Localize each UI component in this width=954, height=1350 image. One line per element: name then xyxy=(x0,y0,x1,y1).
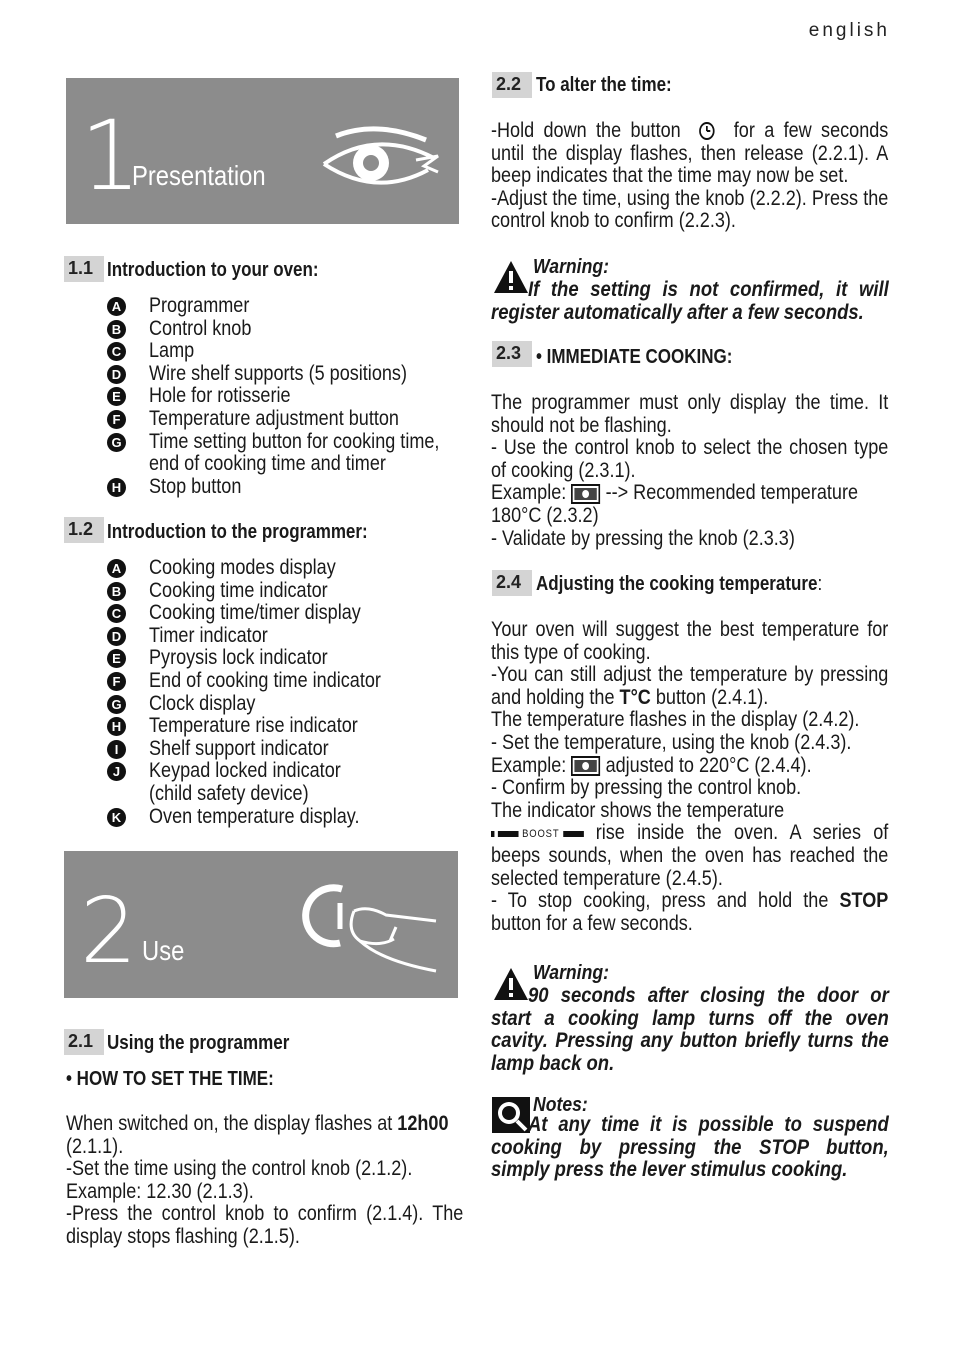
section-number: 1.2 xyxy=(64,517,104,543)
paragraph: The programmer must only display the time. It should not be flashing. - Use the control knob to select the chosen type of cooking (2.3.1). Example: --> Recommended temperature 180°C (2.3.2) - Validate by pressing the knob (2.3.3) xyxy=(491,391,889,550)
letter-badge: I xyxy=(107,740,126,759)
letter-badge: D xyxy=(107,365,126,384)
banner-number: 2 xyxy=(80,879,138,984)
letter-badge: K xyxy=(107,808,126,827)
paragraph: Your oven will suggest the best temperature for this type of cooking. -You can still adjust the temperature by pressing and holding the T°C button (2.4.1). The temperature flashes in the display (2.4.2). - Set the temperature, using the knob (2.4.3). Example: adjusted to 220°C (2.4.4). - Confirm by pressing the control knob. The indicator shows the temperature BOOST rise inside the oven. A series of beeps sounds, when the oven has reached the selected temperature (2.4.5). - To stop cooking, press and hold the STOP button for a few seconds. xyxy=(491,618,889,935)
letter-badge: F xyxy=(107,672,126,691)
list-item: C Lamp xyxy=(107,340,467,363)
letter-badge: B xyxy=(107,320,126,339)
list-item: G Clock display xyxy=(107,693,467,716)
banner-title: Use xyxy=(142,935,185,966)
section-number: 2.4 xyxy=(492,570,532,596)
letter-badge: G xyxy=(107,695,126,714)
language-label: english xyxy=(808,20,890,41)
letter-badge: C xyxy=(107,604,126,623)
section-title: Introduction to the programmer: xyxy=(107,521,368,543)
warning-text: 90 seconds after closing the door or start a cooking lamp turns off the oven cavity. Pressing any button briefly turns the lamp back on. xyxy=(491,984,889,1075)
oven-parts-list xyxy=(107,295,467,498)
list-item: F End of cooking time indicator xyxy=(107,670,467,693)
section-number: 1.1 xyxy=(64,256,104,282)
list-item: C Cooking time/timer display xyxy=(107,602,467,625)
section-number: 2.3 xyxy=(492,341,532,367)
programmer-parts-list xyxy=(107,557,467,828)
section-title: Introduction to your oven: xyxy=(107,259,319,281)
letter-badge: F xyxy=(107,410,126,429)
letter-badge: E xyxy=(107,387,126,406)
eye-icon xyxy=(316,126,441,196)
finger-press-icon xyxy=(302,881,442,976)
section-title: To alter the time: xyxy=(536,74,672,96)
list-item: A Programmer xyxy=(107,295,467,318)
list-item: G Time setting button for cooking time, end of cooking time and timer xyxy=(107,431,467,476)
letter-badge: G xyxy=(107,433,126,452)
list-item: D Timer indicator xyxy=(107,625,467,648)
warning-heading: Warning: xyxy=(533,962,609,984)
letter-badge: A xyxy=(107,559,126,578)
letter-badge: B xyxy=(107,582,126,601)
list-item: A Cooking modes display xyxy=(107,557,467,580)
list-item: B Control knob xyxy=(107,318,467,341)
list-item: I Shelf support indicator xyxy=(107,738,467,761)
clock-icon xyxy=(690,121,724,141)
list-item: J Keypad locked indicator (child safety device) xyxy=(107,760,467,805)
letter-badge: H xyxy=(107,717,126,736)
letter-badge: J xyxy=(107,762,126,781)
section-title: Adjusting the cooking temperature: xyxy=(536,573,823,595)
letter-badge: C xyxy=(107,342,126,361)
banner-title: Presentation xyxy=(132,160,266,191)
list-item: E Hole for rotisserie xyxy=(107,385,467,408)
note-text: At any time it is possible to suspend cooking by pressing the STOP button, simply press the lever stimulus cooking. xyxy=(491,1113,889,1182)
note-heading: Notes: xyxy=(533,1094,588,1116)
list-item: B Cooking time indicator xyxy=(107,580,467,603)
list-item: H Temperature rise indicator xyxy=(107,715,467,738)
letter-badge: A xyxy=(107,297,126,316)
section-banner-use xyxy=(64,851,458,998)
list-item: H Stop button xyxy=(107,476,467,499)
list-item: E Pyroysis lock indicator xyxy=(107,647,467,670)
subsection-title: • HOW TO SET THE TIME: xyxy=(66,1068,274,1090)
cooking-mode-icon xyxy=(571,484,600,504)
warning-text: If the setting is not confirmed, it will register automatically after a few seconds. xyxy=(491,278,889,324)
list-item: K Oven temperature display. xyxy=(107,806,467,829)
boost-indicator-icon: BOOST xyxy=(491,823,583,846)
warning-heading: Warning: xyxy=(533,256,609,278)
paragraph: -Hold down the button for a few seconds until the display flashes, then release (2.2.1). A beep indicates that the time may now be set. -Adjust the time, using the knob (2.2.2). Press the control knob to confirm (2.2.3). xyxy=(491,119,889,233)
section-number: 2.1 xyxy=(64,1029,104,1055)
list-item: D Wire shelf supports (5 positions) xyxy=(107,363,467,386)
section-title: • IMMEDIATE COOKING: xyxy=(536,346,733,368)
cooking-mode-icon xyxy=(571,756,600,776)
section-title: Using the programmer xyxy=(107,1032,290,1054)
letter-badge: H xyxy=(107,478,126,497)
banner-number: 1 xyxy=(80,100,142,212)
section-banner-presentation xyxy=(66,78,459,224)
list-item: F Temperature adjustment button xyxy=(107,408,467,431)
letter-badge: E xyxy=(107,649,126,668)
paragraph: When switched on, the display flashes at 12h00 (2.1.1). -Set the time using the control knob (2.1.2). Example: 12.30 (2.1.3). -Press the control knob to confirm (2.1.4). The display stops flashing (2.1.5). xyxy=(66,1112,464,1248)
letter-badge: D xyxy=(107,627,126,646)
section-number: 2.2 xyxy=(492,72,532,98)
